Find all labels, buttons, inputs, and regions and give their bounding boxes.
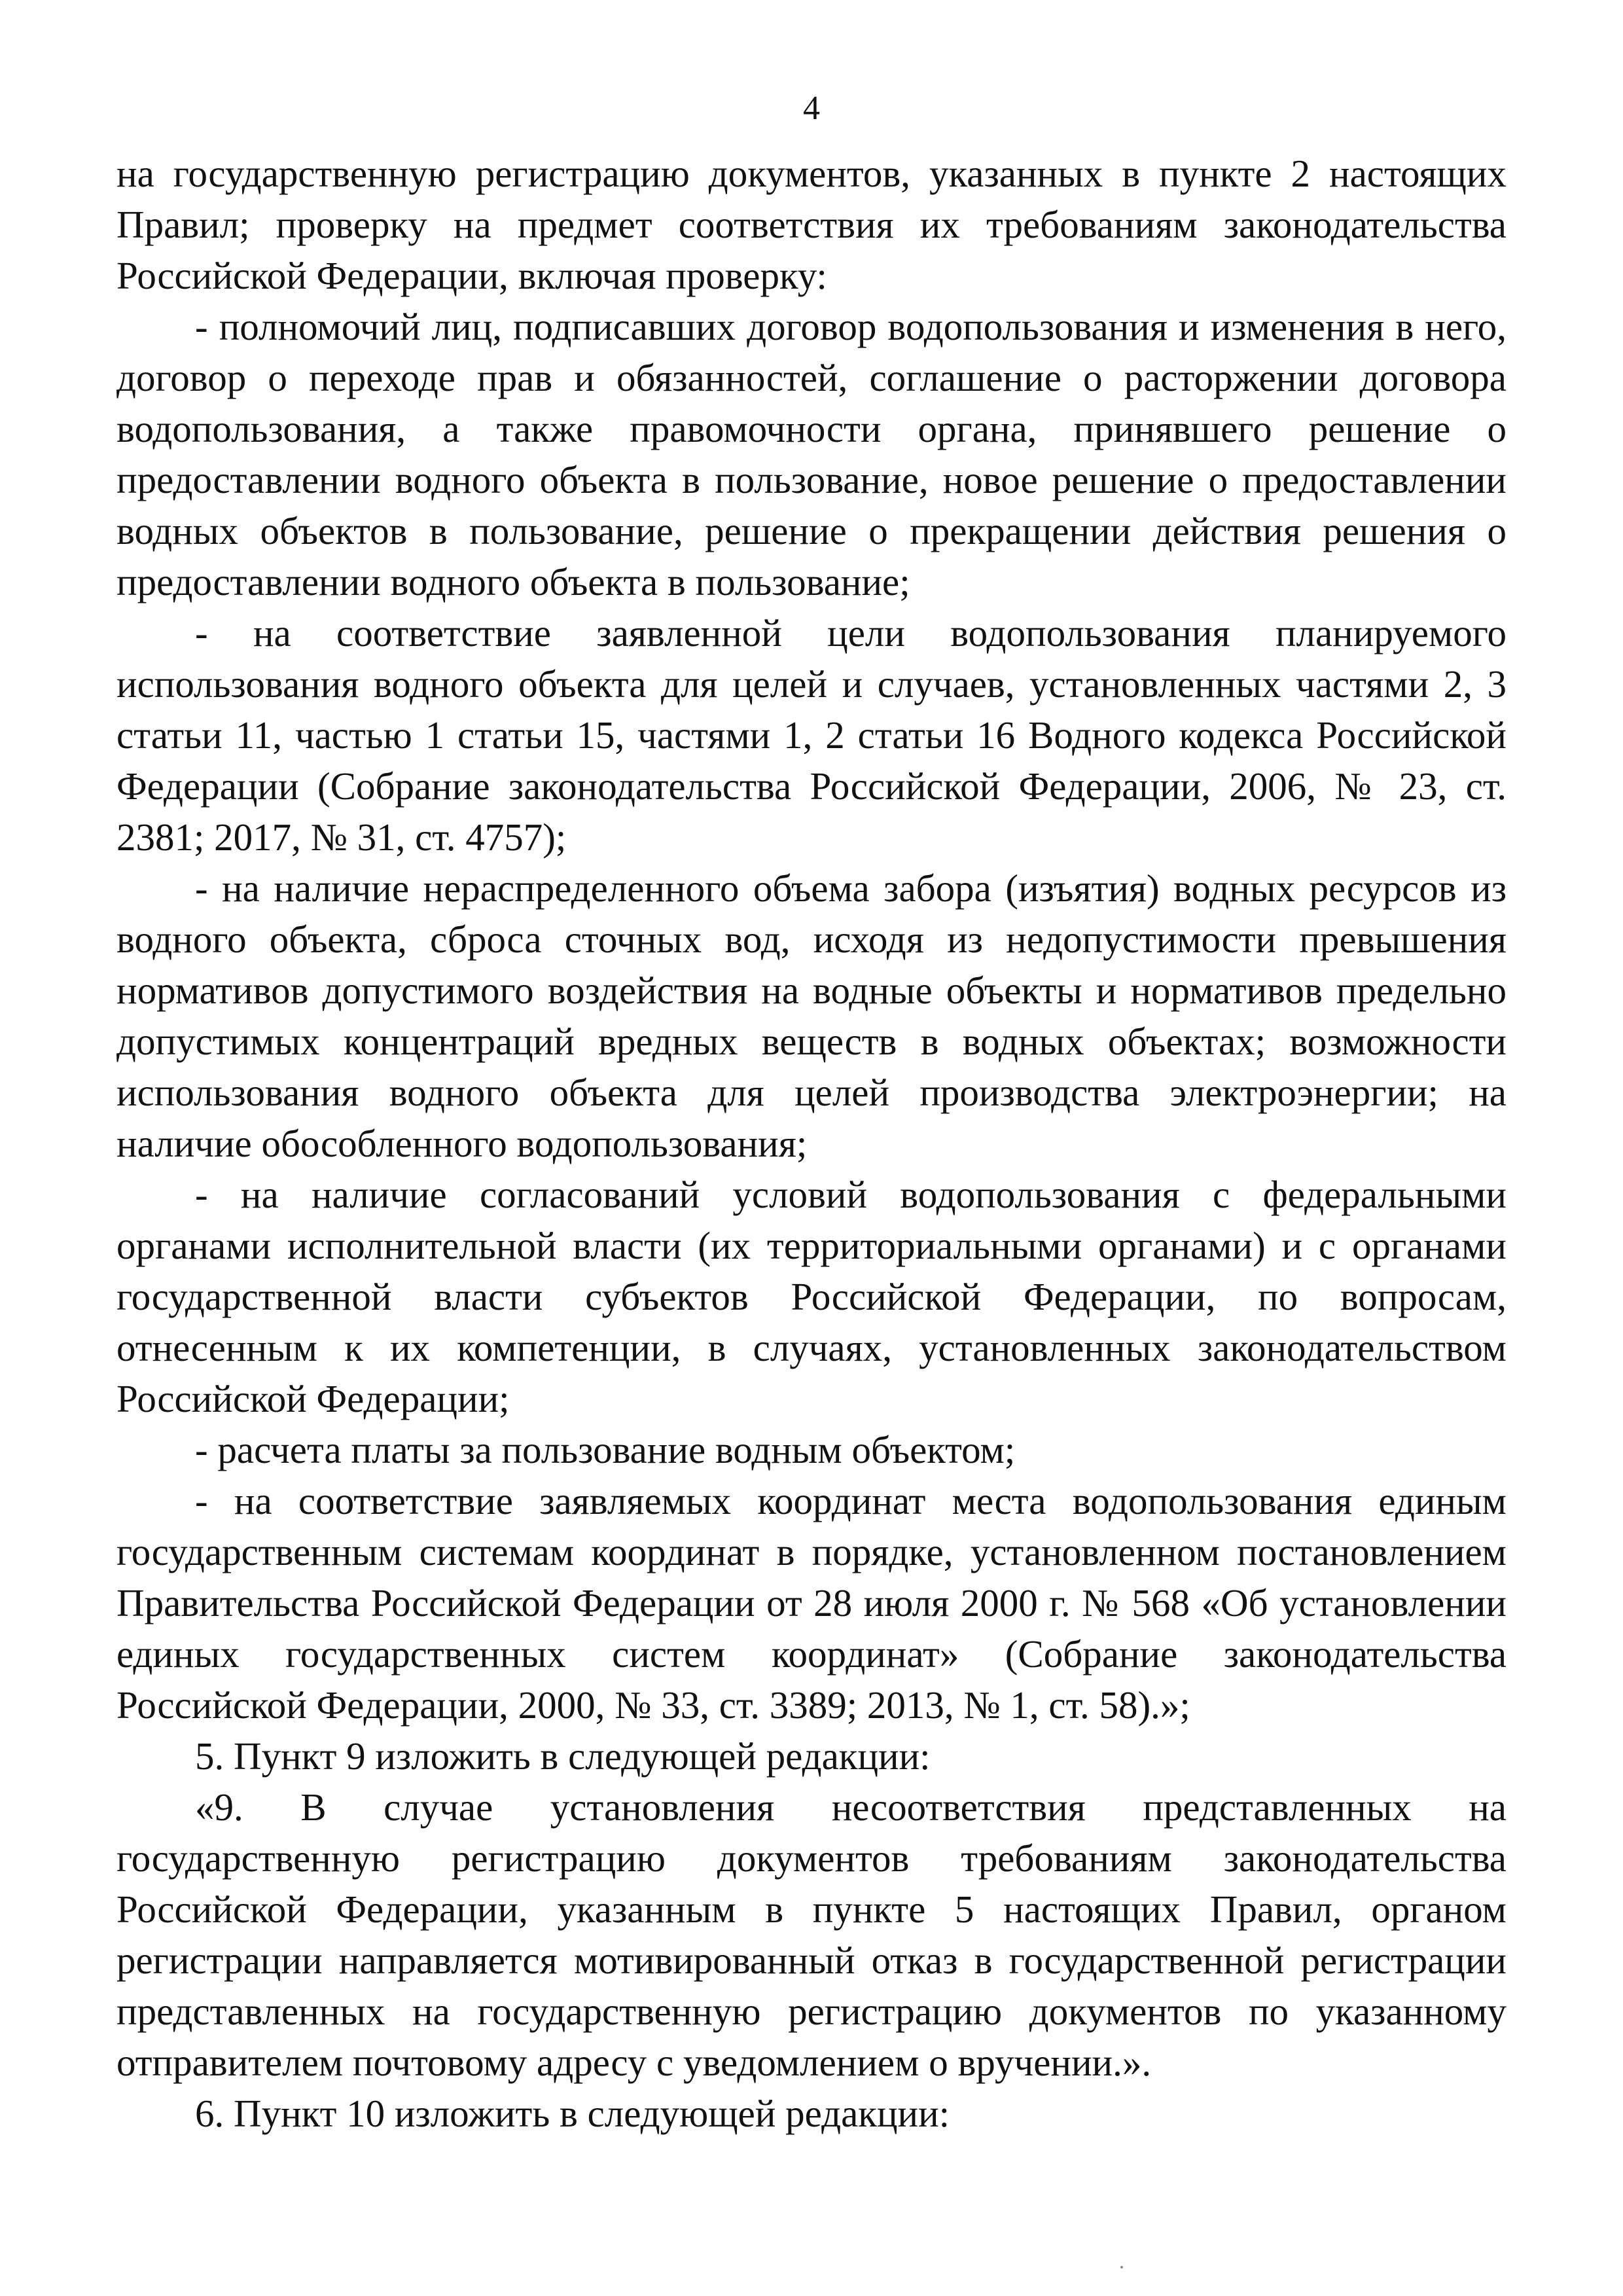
paragraph-item-5-heading: 5. Пункт 9 изложить в следующей редакции: bbox=[195, 1734, 931, 1778]
paragraph-check-authority: - полномочий лиц, подписавших договор водопользования и изменения в него, договор о переходе прав и обязанностей, соглашение о расторжении договора водопользования, а также правомочности органа, принявшего решение о предоставлении водного объекта в пользование, новое решение о предоставлении водных объектов в пользование, решение о прекращении действия решения о предоставлении водного объекта в пользование; bbox=[116, 305, 1507, 603]
paragraph-continuation: на государственную регистрацию документов, указанных в пункте 2 настоящих Правил; проверку на предмет соответствия их требованиям законодательства Российской Федерации, включая проверку: bbox=[116, 152, 1507, 297]
paragraph-check-purpose: - на соответствие заявленной цели водопользования планируемого использования водного объекта для целей и случаев, установленных частями 2, 3 статьи 11, частью 1 статьи 15, частями 1, 2 статьи 16 Водного кодекса Российской Федерации (Собрание законодательства Российской Федерации, 2006, № 23, ст. 2381; 2017, № 31, ст. 4757); bbox=[116, 611, 1507, 859]
scan-speck bbox=[1120, 2266, 1123, 2269]
paragraph-item-9-text: «9. В случае установления несоответствия представленных на государственную регистрацию документов требованиям законодательства Российской Федерации, указанным в пункте 5 настоящих Правил, органом регистрации направляется мотивированный отказ в государственной регистрации представленных на государственную регистрацию документов по указанному отправителем почтовому адресу с уведомлением о вручении.». bbox=[116, 1785, 1507, 2084]
paragraph-check-volume: - на наличие нераспределенного объема забора (изъятия) водных ресурсов из водного объекта, сброса сточных вод, исходя из недопустимости превышения нормативов допустимого воздействия на водные объекты и нормативов предельно допустимых концентраций вредных веществ в водных объектах; возможности использования водного объекта для целей производства электроэнергии; на наличие обособленного водопользования; bbox=[116, 867, 1507, 1165]
paragraph-check-coordinates: - на соответствие заявляемых координат места водопользования единым государственным системам координат в порядке, установленном постановлением Правительства Российской Федерации от 28 июля 2000 г. № 568 «Об установлении единых государственных систем координат» (Собрание законодательства Российской Федерации, 2000, № 33, ст. 3389; 2013, № 1, ст. 58).»; bbox=[116, 1479, 1507, 1727]
document-body bbox=[116, 148, 1507, 2139]
page-number: 4 bbox=[803, 90, 820, 127]
paragraph-check-approvals: - на наличие согласований условий водопользования с федеральными органами исполнительной власти (их территориальными органами) и с органами государственной власти субъектов Российской Федерации, по вопросам, отнесенным к их компетенции, в случаях, установленных законодательством Российской Федерации; bbox=[116, 1173, 1507, 1420]
paragraph-item-6-heading: 6. Пункт 10 изложить в следующей редакции: bbox=[195, 2092, 950, 2135]
paragraph-check-payment: - расчета платы за пользование водным объектом; bbox=[195, 1428, 1016, 1471]
